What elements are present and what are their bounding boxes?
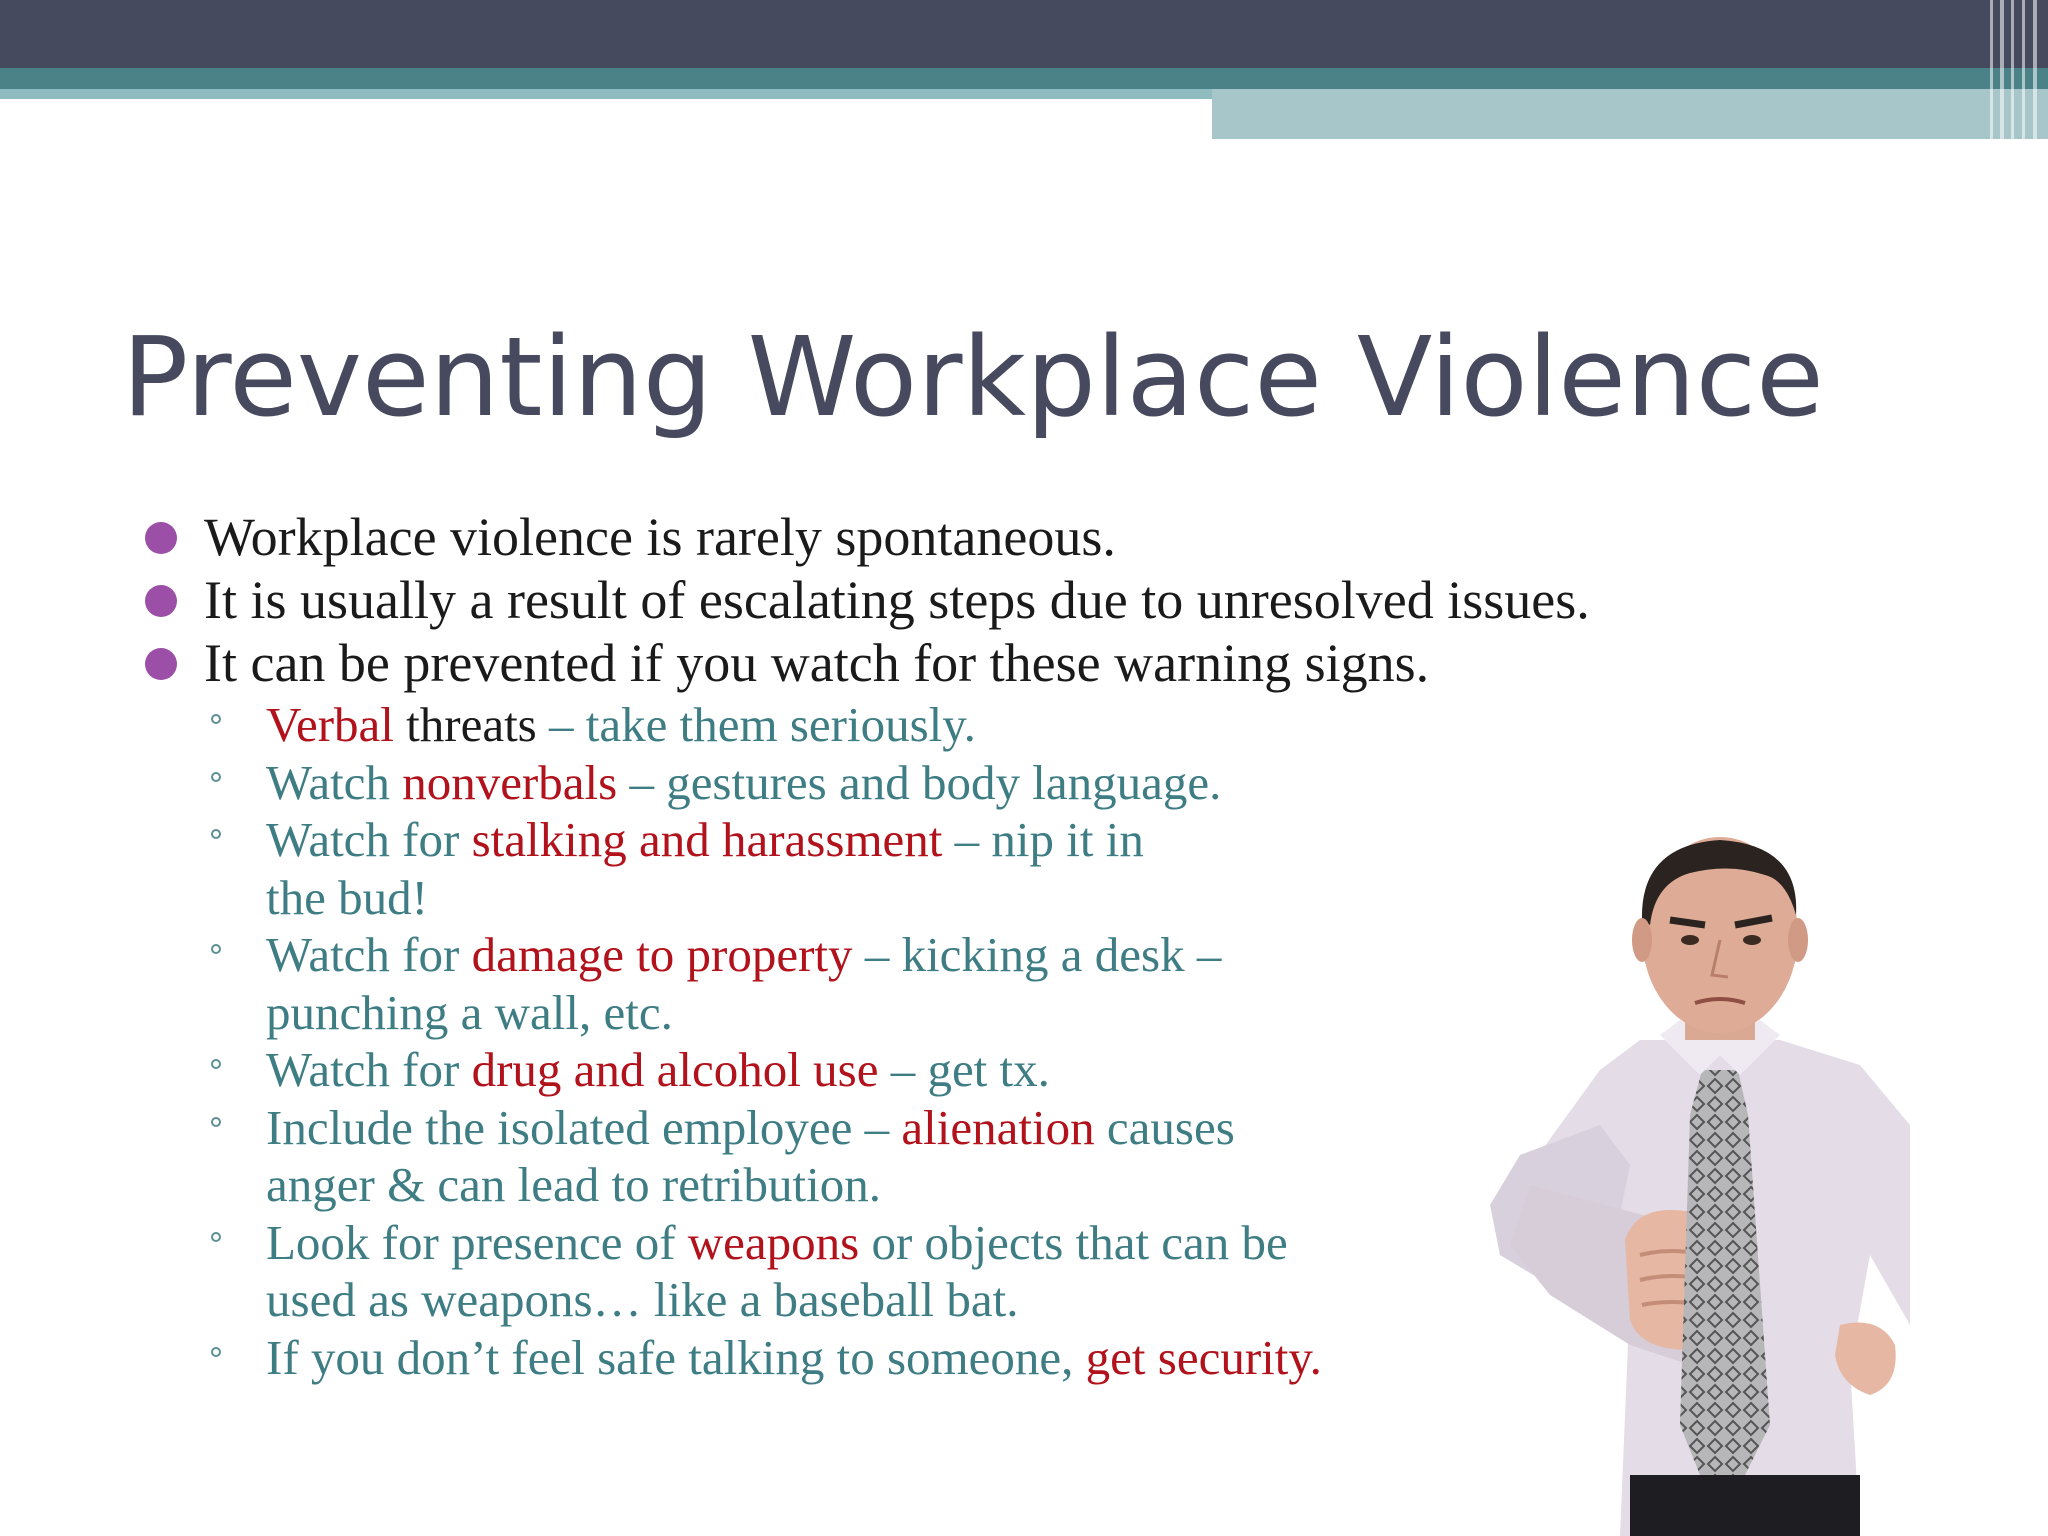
list-item — [0, 1329, 1322, 1387]
ring-bullet-icon — [211, 829, 221, 839]
sign-text-continued: the bud! — [266, 869, 428, 925]
header-bar-dark — [0, 0, 2048, 68]
sign-text — [0, 1041, 1322, 1099]
list-item — [0, 1214, 1322, 1329]
header-stripe — [2000, 0, 2004, 139]
sign-plain: threats — [393, 697, 537, 752]
sign-text — [0, 811, 1322, 869]
sign-post: – get tx. — [878, 1042, 1050, 1097]
sign-post: causes — [1094, 1099, 1235, 1155]
sign-pre: Look for presence of — [266, 1214, 688, 1270]
bullet-dot-icon — [145, 648, 177, 680]
ring-bullet-icon — [211, 1347, 221, 1357]
sign-pre: Watch — [266, 754, 403, 810]
sign-text — [0, 754, 1322, 812]
header-bar-light — [1212, 89, 2048, 139]
list-item — [0, 696, 1322, 754]
bullet-dot-icon — [145, 585, 177, 617]
ring-bullet-icon — [211, 1059, 221, 1069]
sign-pre: Include the isolated employee – — [266, 1099, 902, 1155]
sign-highlight: damage to property — [471, 927, 853, 982]
bullet-text: Workplace violence is rarely spontaneous. — [204, 507, 1116, 567]
sign-text — [0, 1329, 1322, 1387]
header-bar-teal — [0, 68, 2048, 89]
sign-highlight: drug and alcohol use — [471, 1042, 879, 1097]
ring-bullet-icon — [211, 772, 221, 782]
sign-highlight: get security. — [1085, 1329, 1322, 1385]
header-stripe — [2022, 0, 2025, 139]
sign-post: – take them seriously. — [536, 697, 976, 752]
list-item — [0, 1099, 1322, 1214]
sign-text — [0, 926, 1322, 984]
list-item — [0, 811, 1322, 926]
sign-pre: If you don’t feel safe talking to someone, — [266, 1329, 1086, 1385]
list-item — [0, 926, 1322, 1041]
header-stripe — [1990, 0, 1993, 139]
sign-highlight: alienation — [901, 1099, 1095, 1155]
sign-text — [0, 696, 1322, 754]
sign-highlight: weapons — [687, 1214, 860, 1270]
bullet-dot-icon — [145, 522, 177, 554]
sign-highlight: nonverbals — [402, 754, 618, 810]
ring-bullet-icon — [211, 1117, 221, 1127]
ring-bullet-icon — [211, 1232, 221, 1242]
sign-highlight: stalking and harassment — [471, 812, 943, 867]
sign-text — [0, 1214, 1322, 1272]
sign-text — [0, 1099, 1322, 1157]
sign-pre: Watch for — [266, 812, 472, 867]
bullet-text: It can be prevented if you watch for these warning signs. — [204, 633, 1430, 693]
sign-pre: Watch for — [266, 927, 472, 982]
sign-text-continued: anger & can lead to retribution. — [266, 1157, 881, 1212]
man-punching-illustration-icon — [1490, 825, 1910, 1536]
warning-signs-list — [0, 696, 1322, 1386]
sign-post: – kicking a desk – — [852, 927, 1222, 982]
sign-post: – nip it in — [942, 812, 1144, 867]
slide-title: Preventing Workplace Violence — [122, 313, 1824, 441]
ring-bullet-icon — [211, 714, 221, 724]
sign-text-continued: used as weapons… like a baseball bat. — [266, 1272, 1019, 1327]
sign-highlight: Verbal — [266, 697, 394, 752]
sign-post: – gestures and body language. — [617, 754, 1222, 810]
list-item — [0, 1041, 1322, 1099]
header-bar-thin — [0, 89, 1212, 99]
ring-bullet-icon — [211, 944, 221, 954]
bullet-text: It is usually a result of escalating steps due to unresolved issues. — [204, 570, 1590, 630]
sign-pre: Watch for — [266, 1042, 472, 1097]
sign-post: or objects that can be — [859, 1214, 1288, 1270]
list-item — [0, 754, 1322, 812]
sign-text-continued: punching a wall, etc. — [266, 984, 673, 1040]
header-stripe — [2011, 0, 2014, 139]
header-stripe — [2033, 0, 2037, 139]
